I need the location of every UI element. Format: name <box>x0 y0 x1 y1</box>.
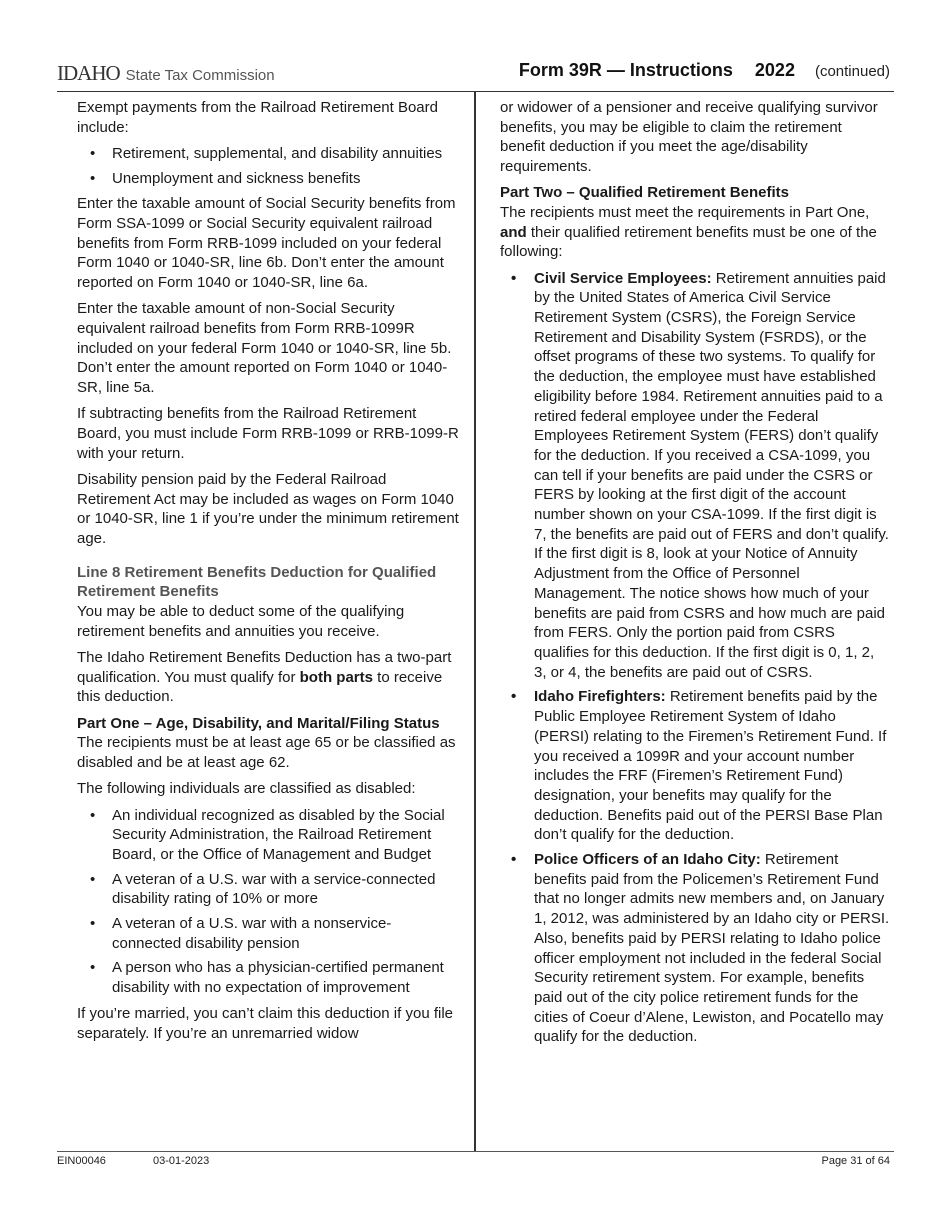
list-item-title: Idaho Firefighters: <box>534 688 666 706</box>
page-header <box>57 58 890 92</box>
list-item-text: A person who has a physician-certified permanent disability with no expectation of improvement <box>112 959 444 997</box>
form-title: Form 39R — Instructions <box>518 60 733 80</box>
list-item <box>77 806 459 865</box>
subheading-part-two: Part Two – Qualified Retirement Benefits <box>500 184 789 202</box>
paragraph: Exempt payments from the Railroad Retirement Board include: <box>77 99 438 136</box>
emphasis: and <box>500 223 527 241</box>
disabled-list <box>77 806 459 998</box>
page-number: Page 31 of 64 <box>821 1155 890 1167</box>
list-item-title: Police Officers of an Idaho City: <box>534 851 761 869</box>
idaho-logo <box>57 61 275 86</box>
section-heading-line8: Line 8 Retirement Benefits Deduction for Qualified Retirement Benefits <box>77 563 437 601</box>
list-item <box>500 687 890 845</box>
paragraph: Enter the taxable amount of Social Security benefits from Form SSA-1099 or Social Security equivalent railroad benefits from Form RRB-1099 included on your federal Form 1040 or 1040-SR, line 6b. Don’t enter the amount reported on Form 1040 or 1040-SR, line 6a. <box>77 195 456 292</box>
paragraph: Disability pension paid by the Federal Railroad Retirement Act may be included as wages on Form 1040 or 1040-SR, line 1 if you’re under the minimum retirement age. <box>77 470 459 548</box>
bullet-icon: • <box>90 915 96 933</box>
paragraph: Enter the taxable amount of non-Social Security equivalent railroad benefits from Form RRB-1099R included on your federal Form 1040 or 1040-SR, line 5b. Don’t enter the amount reported on Form 1040 or 1040-SR, line 5a. <box>77 300 452 397</box>
text-run: The Idaho Retirement Benefits Deduction has a two-part qualification. You must qualify for <box>77 649 452 686</box>
bullet-icon: • <box>90 144 96 162</box>
left-column <box>77 98 459 1050</box>
footer-divider <box>57 1151 894 1152</box>
list-item <box>77 144 459 164</box>
paragraph: The following individuals are classified as disabled: <box>77 780 416 798</box>
paragraph: If subtracting benefits from the Railroad Retirement Board, you must include Form RRB-1099 or RRB-1099-R with your return. <box>77 405 459 462</box>
list-item <box>77 870 459 909</box>
bullet-icon: • <box>90 959 96 977</box>
list-item-title: Civil Service Employees: <box>534 269 712 287</box>
form-title-block <box>519 60 890 81</box>
bullet-icon: • <box>511 851 517 869</box>
emphasis: both parts <box>299 668 373 686</box>
list-item <box>500 269 890 683</box>
paragraph: You may be able to deduct some of the qualifying retirement benefits and annuities you receive. <box>77 603 405 640</box>
form-code: EIN00046 <box>57 1155 106 1167</box>
paragraph <box>77 648 459 707</box>
text-run: their qualified retirement benefits must be one of the following: <box>500 223 877 261</box>
right-column <box>500 98 890 1053</box>
column-divider <box>474 92 476 1151</box>
list-item-text: An individual recognized as disabled by the Social Security Administration, the Railroad Retirement Board, or the Office of Management and Budget <box>112 806 445 863</box>
paragraph: or widower of a pensioner and receive qualifying survivor benefits, you may be eligible to claim the retirement benefit deduction if you meet the age/disability requirements. <box>500 99 878 176</box>
form-year: 2022 <box>754 60 795 80</box>
list-item-text: Retirement annuities paid by the United States of America Civil Service Retirement System (CSRS), the Foreign Service Retirement and Disability System (FSRDS), or the offset programs of these two systems. To qualify for the deduction, the employee must have established eligibility before 1984. Retirement annuities paid to a retired federal employee under the Federal Employees Retirement System (FERS) don’t qualify for the deduction. If you received a CSA-1099, you can tell if your benefits are paid under the CSRS or FERS by looking at the first digit of the account number shown on your CSA-1099. If the first digit is 7, the benefits are paid out of FERS and don’t qualify. If the first digit is 8, look at your Notice of Annuity Adjustment from the Office of Personnel Management. The notice shows how much of your benefits are paid from CSRS and how much are paid from FERS. Only the portion paid from CSRS qualifies for this deduction. If the first digit is 0, 1, 2, 3, or 4, the benefits are paid out of CSRS. <box>534 269 889 681</box>
list-item-text: Retirement benefits paid by the Public Employee Retirement System of Idaho (PERSI) relating to the Firemen’s Retirement Fund. If you received a 1099R and your account number includes the FRF (Firemen’s Retirement Fund) designation, your benefits may qualify for the deduction. Benefits paid out of the PERSI Base Plan don’t qualify for the deduction. <box>534 688 887 844</box>
paragraph <box>500 203 890 262</box>
list-item-text: A veteran of a U.S. war with a nonservice-connected disability pension <box>112 915 392 952</box>
list-item <box>500 850 890 1047</box>
qualified-benefits-list <box>500 269 890 1047</box>
list-item-text: Retirement benefits paid from the Policemen’s Retirement Fund that no longer admits new members and, on January 1, 2012, was administered by an Idaho city or PERSI. Also, benefits paid by PERSI relating to Idaho police officer employment not included in the federal Social Security retirement system. For example, benefits paid out of the city police retirement funds for the cities of Coeur d’Alene, Lewiston, and Pocatello may qualify for the deduction. <box>534 851 890 1046</box>
revision-date: 03-01-2023 <box>153 1155 210 1167</box>
paragraph: If you’re married, you can’t claim this deduction if you file separately. If you’re an unremarried widow <box>77 1004 454 1042</box>
bullet-icon: • <box>511 688 517 706</box>
continued-label: (continued) <box>814 63 890 80</box>
list-item <box>77 169 459 189</box>
list-item <box>77 914 459 953</box>
exempt-payments-list <box>77 144 459 188</box>
paragraph: The recipients must be at least age 65 or be classified as disabled and be at least age 62. <box>77 734 456 772</box>
list-item-text: Unemployment and sickness benefits <box>112 169 361 187</box>
agency-name: State Tax Commission <box>125 67 275 84</box>
bullet-icon: • <box>90 870 96 888</box>
list-item <box>77 958 459 997</box>
bullet-icon: • <box>90 806 96 824</box>
bullet-icon: • <box>90 169 96 187</box>
logo-mark: IDAHO <box>57 61 120 85</box>
bullet-icon: • <box>511 269 517 287</box>
subheading-part-one: Part One – Age, Disability, and Marital/Filing Status <box>77 714 440 732</box>
text-run: to receive this deduction. <box>77 668 443 706</box>
list-item-text: A veteran of a U.S. war with a service-connected disability rating of 10% or more <box>112 870 436 908</box>
text-run: The recipients must meet the requirements in Part One, <box>500 204 870 222</box>
list-item-text: Retirement, supplemental, and disability annuities <box>112 144 443 162</box>
